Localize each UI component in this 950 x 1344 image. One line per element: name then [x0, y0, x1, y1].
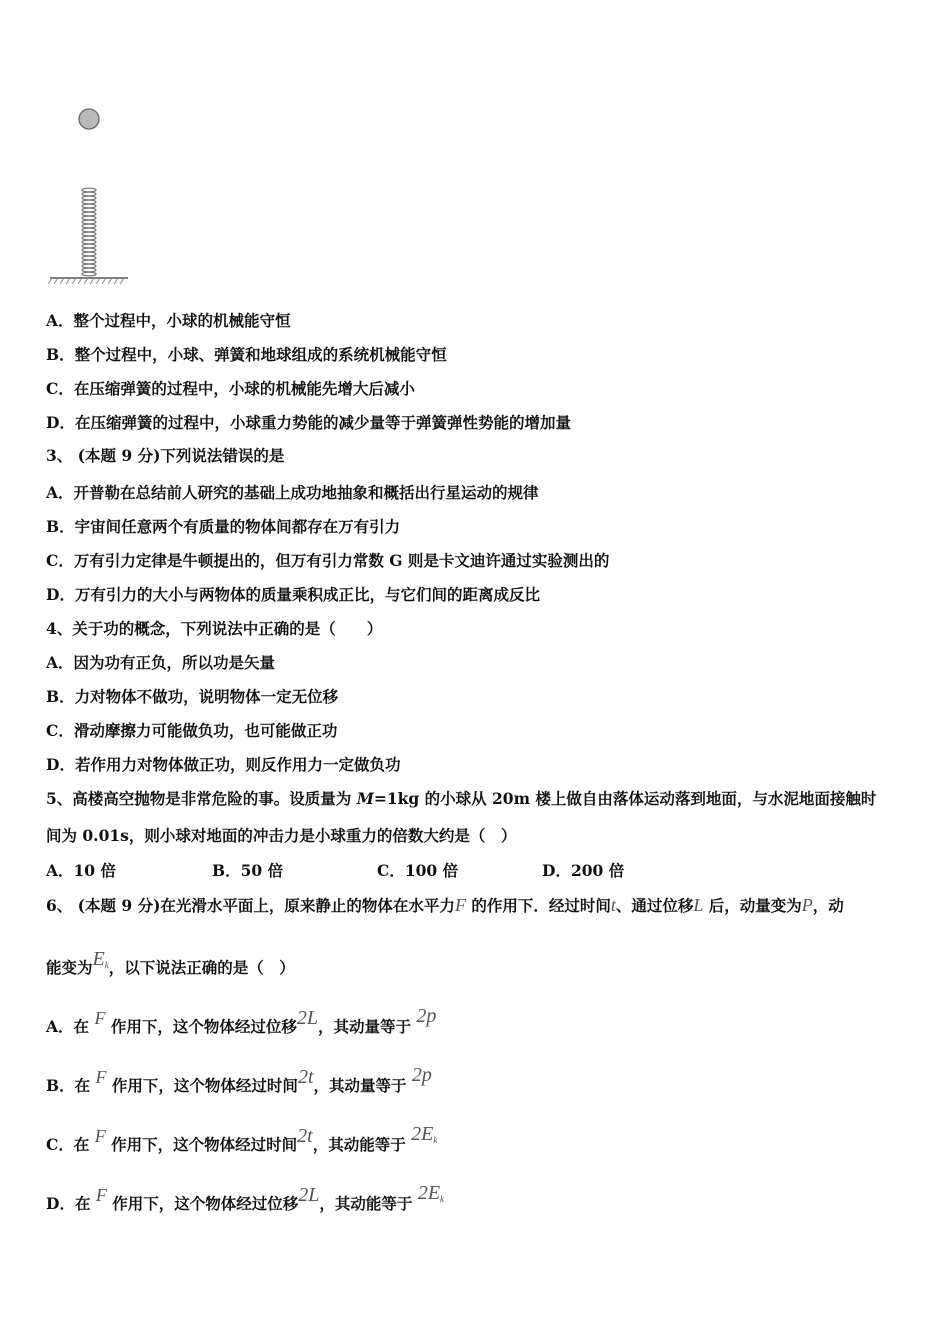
q3-option-a: A．开普勒在总结前人研究的基础上成功地抽象和概括出行星运动的规律	[46, 483, 539, 502]
q5-option-b: B．50 倍	[212, 861, 284, 880]
momentum-symbol: P	[801, 895, 813, 915]
q2-option-d: D．在压缩弹簧的过程中，小球重力势能的减少量等于弹簧弹性势能的增加量	[46, 413, 571, 432]
q2-option-b: B．整个过程中，小球、弹簧和地球组成的系统机械能守恒	[46, 345, 447, 364]
q4-stem: 4、关于功的概念，下列说法中正确的是（ ）	[46, 619, 383, 638]
q5-option-a: A．10 倍	[46, 861, 116, 880]
q3-stem: 3、 (本题 9 分)下列说法错误的是	[46, 446, 285, 465]
q6-option-a: A．在 F 作用下，这个物体经过位移2L，其动量等于 2p	[46, 1005, 437, 1036]
q5-stem-line1: 5、高楼高空抛物是非常危险的事。设质量为 M=1kg 的小球从 20m 楼上做自由落体运动落到地面，与水泥地面接触时	[46, 789, 877, 808]
force-symbol: F	[95, 1185, 107, 1205]
q4-option-d: D．若作用力对物体做正功，则反作用力一定做负功	[46, 755, 401, 774]
q6-option-c: C．在 F 作用下，这个物体经过时间2t，其动能等于 $2E_k$	[46, 1123, 438, 1154]
q4-option-c: C．滑动摩擦力可能做负功，也可能做正功	[46, 721, 338, 740]
q3-option-b: B．宇宙间任意两个有质量的物体间都存在万有引力	[46, 517, 401, 536]
mass-symbol: M	[356, 789, 374, 808]
force-symbol: F	[95, 1067, 107, 1087]
q2-option-c: C．在压缩弹簧的过程中，小球的机械能先增大后减小	[46, 379, 415, 398]
q2-option-a: A．整个过程中，小球的机械能守恒	[46, 311, 291, 330]
kinetic-energy-symbol: $E_k$	[92, 948, 109, 970]
displacement-symbol: L	[693, 895, 704, 915]
ball-spring-figure	[44, 102, 134, 296]
q6-stem-line2: 能变为$E_k$，以下说法正确的是（ ）	[46, 948, 295, 977]
q6-option-b: B．在 F 作用下，这个物体经过时间2t，其动量等于 2p	[46, 1064, 432, 1095]
ball-spring-icon	[44, 102, 134, 292]
q5-option-d: D．200 倍	[542, 861, 625, 880]
q6-option-d: D．在 F 作用下，这个物体经过位移2L，其动能等于 $2E_k$	[46, 1182, 445, 1213]
q5-stem-line2: 间为 0.01s，则小球对地面的冲击力是小球重力的倍数大约是（ ）	[46, 826, 517, 845]
q4-option-b: B．力对物体不做功，说明物体一定无位移	[46, 687, 339, 706]
q5-option-c: C．100 倍	[377, 861, 459, 880]
q3-option-c: C．万有引力定律是牛顿提出的，但万有引力常数 G 则是卡文迪许通过实验测出的	[46, 551, 610, 570]
q4-option-a: A．因为功有正负，所以功是矢量	[46, 653, 276, 672]
q6-stem-line1: 6、 (本题 9 分)在光滑水平面上，原来静止的物体在水平力F 的作用下．经过时间t、通过位移L 后，动量变为P，动	[46, 895, 844, 915]
force-symbol: F	[454, 895, 466, 915]
time-symbol: t	[610, 895, 616, 915]
force-symbol: F	[94, 1008, 106, 1028]
force-symbol: F	[94, 1126, 106, 1146]
q3-option-d: D．万有引力的大小与两物体的质量乘积成正比，与它们间的距离成反比	[46, 585, 540, 604]
